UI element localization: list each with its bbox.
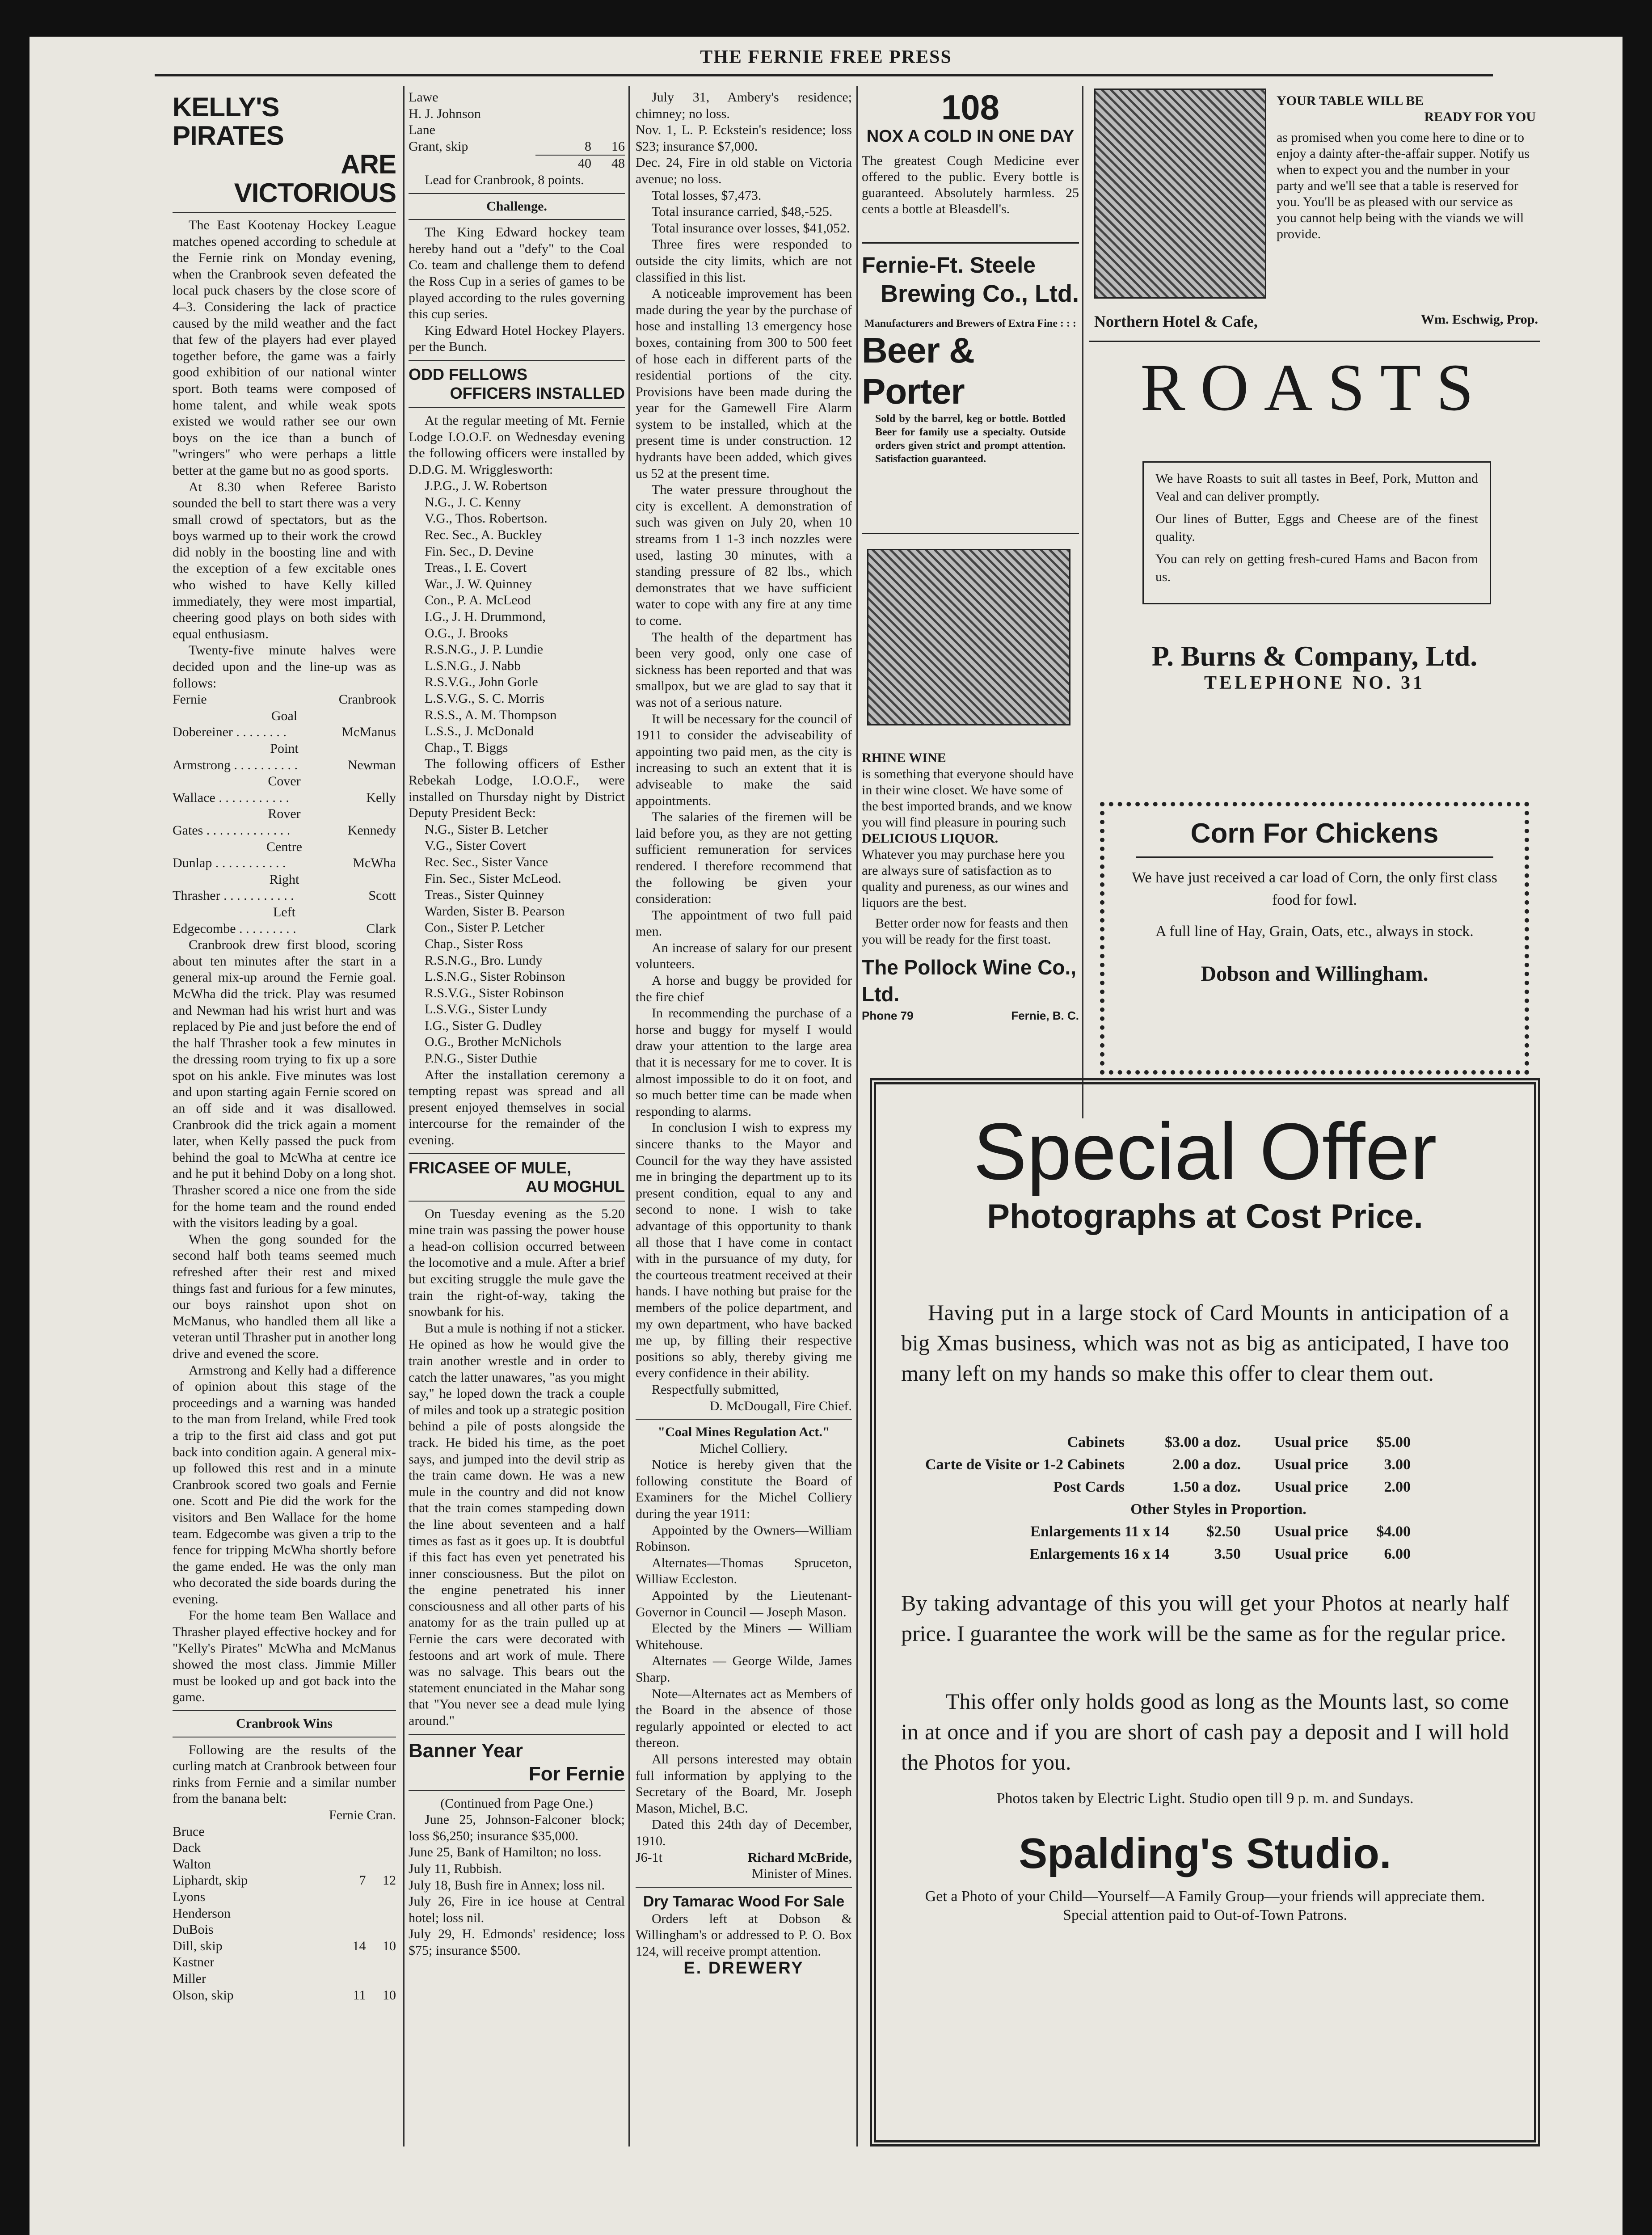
- column-3: [636, 89, 852, 2159]
- rule: [409, 193, 625, 194]
- lineup-pos: Left: [273, 904, 295, 919]
- wine-title: RHINE WINE: [862, 751, 946, 765]
- rule: [173, 212, 396, 213]
- brewing-name-1: Fernie-Ft. Steele: [862, 253, 1036, 278]
- ad-northern-hotel: [1089, 89, 1538, 375]
- rink-names: Lyons Henderson DuBois: [173, 1889, 231, 1937]
- totals: 40 48: [535, 155, 625, 172]
- paragraph: For the home team Ben Wallace and Thrasher played effective hockey and for "Kelly's Pirates" McWha and McManus showed the most class. Jimmie Miller must be looked up and got back into the game.: [173, 1608, 396, 1705]
- paragraph: When the gong sounded for the second half both teams seemed much refreshed after their rest and mixed things fast and furious for a few minutes, our boys rainshot upon shot on McManus, who handled them all like a veteran until Thrasher put in another long drive and evened the score.: [173, 1231, 396, 1361]
- paragraph: In recommending the purchase of a horse and buggy for myself I would draw your attention to the large area that it is necessary for me to cover. It is almost impossible to do it on foot, and so much better time can be made when responding to alarms.: [636, 1006, 852, 1119]
- ad-rhine-wine: [862, 540, 1079, 1121]
- divider: [862, 533, 1079, 534]
- headline-officers-installed: OFFICERS INSTALLED: [450, 384, 625, 402]
- paragraph: The East Kootenay Hockey League matches opened according to schedule at the Fernie rink on Monday evening, when the Cranbrook seven defeated the local puck chasers by the close score of 4–3. Considering the lack of practice caused by the mild weather and the fact that few of the players had ever played together before, the game was a fairly good exhibition of our national winter sport. Both teams were composed of home talent, and while weak spots existed we would rather see our own boys on the ice than a bunch of "wringers" who were perhaps a little better at the game but no as good sports.: [173, 218, 396, 478]
- ad-corn: [1100, 802, 1529, 1075]
- offer-subtitle: Photographs at Cost Price.: [987, 1198, 1423, 1236]
- ad-special-offer: [892, 1109, 1518, 2129]
- offer-title: Special Offer: [973, 1109, 1437, 1197]
- corn-body-2: A full line of Hay, Grain, Oats, etc., always in stock.: [1155, 923, 1474, 940]
- wine-company: The Pollock Wine Co., Ltd.: [862, 956, 1077, 1006]
- paragraph: A horse and buggy be provided for the fire chief: [636, 973, 852, 1004]
- paragraph: Total insurance carried, $48,-525.: [652, 204, 833, 219]
- paragraph: Notice is hereby given that the following constitute the Board of Examiners for the Michel Colliery during the year 1911:: [636, 1457, 852, 1522]
- lineup-row: Edgecombe . . . . . . . . . Clark: [173, 921, 396, 936]
- continued-note: (Continued from Page One.): [440, 1796, 593, 1811]
- column-rule: [1082, 86, 1083, 1118]
- corn-body-1: We have just received a car load of Corn, the only first class food for fowl.: [1132, 869, 1497, 908]
- offer-body-3: This offer only holds good as long as the Mounts last, so come in at once and if you are short of cash pay a deposit and I will hold the Photos for you.: [901, 1689, 1509, 1775]
- notice-subtitle: Michel Colliery.: [700, 1441, 788, 1456]
- brewing-beer-porter: Beer & Porter: [862, 330, 974, 411]
- paragraph: Appointed by the Owners—William Robinson.: [636, 1522, 852, 1554]
- brewing-name-2: Brewing Co., Ltd.: [881, 280, 1079, 307]
- paragraph: Lead for Cranbrook, 8 points.: [425, 172, 584, 187]
- price-row: Enlargements 16 x 14 3.50 Usual price 6.00: [1029, 1546, 1411, 1562]
- paragraph: June 25, Johnson-Falconer block; loss $6,250; insurance $35,000. June 25, Bank of Hamilton; no loss. July 11, Rubbish. July 18, Bush fire in Annex; loss nil. July 26, Fire in ice house at Central hotel; loss nil. July 29, H. Edmonds' residence; loss $75; insurance $500.: [409, 1812, 625, 1958]
- paragraph: The health of the department has been very good, only one case of sickness has been reported and that was smallpox, but we are glad to say that it was not of a serious nature.: [636, 629, 852, 710]
- lineup-table: [173, 708, 396, 937]
- officer-list: J.P.G., J. W. Robertson N.G., J. C. Kenny V.G., Thos. Robertson. Rec. Sec., A. Buckley Fin. Sec., D. Devine Treas., I. E. Covert War., J. W. Quinney Con., P. A. McLeod I.G., J. H. Drummond, O.G., J. Brooks R.S.N.G., J. P. Lundie L.S.N.G., J. Nabb R.S.V.G., John Gorle L.S.V.G., S. C. Morris R.S.S., A. M. Thompson L.S.S., J. McDonald Chap., T. Biggs: [425, 478, 557, 755]
- rink-name: H. J. Johnson: [409, 106, 481, 121]
- column-2: [409, 89, 625, 2159]
- roasts-body-1: We have Roasts to suit all tastes in Beef, Pork, Mutton and Veal and can deliver promptly.: [1155, 471, 1478, 504]
- hotel-headline-2: READY FOR YOU: [1424, 110, 1536, 124]
- column-1: [173, 90, 396, 2160]
- rule: [173, 1710, 396, 1711]
- headline-banner-year: Banner Year: [409, 1739, 523, 1762]
- paragraph: Elected by the Miners — William Whitehouse.: [636, 1621, 852, 1652]
- wine-body-3: Better order now for feasts and then you will be ready for the first toast.: [862, 916, 1068, 947]
- ad-number: 108: [941, 89, 1000, 127]
- paragraph: But a mule is nothing if not a sticker. He opined as how he would give the train another wrestle and in order to catch the latter unawares, "as you might say," he loped down the track a couple of miles and took up a strategic position behind a pile of posts alongside the track. He bided his time, as the poet says, and jumped into the devil strip as the train came down. He was a new mule in the country and did not know that the train comes stampeding down the line about seventeen and a half times as fast as it goes up. It is doubtful if this fact has even yet penetrated his inner consciousness. But the pilot on the engine penetrated his inner consciousness and all other parts of his anatomy for as the train pulled up at Fernie the cars were decorated with festoons and art work of mule. There was no salvage. This bears out the statement enunciated in the Mahar song that "You never see a dead mule lying around.": [409, 1320, 625, 1729]
- notice-signature: J6-1t Richard McBride,: [636, 1850, 852, 1865]
- wine-bold: DELICIOUS LIQUOR.: [862, 831, 999, 846]
- rule: [409, 219, 625, 220]
- paragraph: Cranbrook drew first blood, scoring about ten minutes after the start in a general mix-up around the Fernie goal. McWha did the trick. Play was resumed and Newman had his wrist hurt and was replaced by Pie and just before the end of the half Thrasher took a few minutes in the dressing room trying to fix up a sore spot on his ankle. Five minutes was lost and upon starting again Fernie scored on an off side and it was disallowed. Cranbrook did the trick again a moment later, when Kelly passed the puck from behind the goal to McWha at centre ice and he put it behind Doby on a long shot. Thrasher scored a nice one from the side for the home team and the round ended with the visitors leading by a goal.: [173, 937, 396, 1231]
- lineup-pos: Cover: [268, 774, 301, 789]
- burns-telephone: TELEPHONE NO. 31: [1204, 673, 1425, 693]
- notice-signature-title: Minister of Mines.: [751, 1866, 852, 1881]
- corn-company: Dobson and Willingham.: [1201, 962, 1429, 986]
- masthead-rule: [155, 74, 1493, 76]
- column-rule: [403, 86, 405, 2146]
- headline-fricasee: FRICASEE OF MULE,: [409, 1158, 572, 1177]
- rule: [409, 1153, 625, 1154]
- paragraph: Dated this 24th day of December, 1910.: [636, 1817, 852, 1848]
- paragraph: After the installation ceremony a tempting repast was spread and all present enjoyed themselves in social intercourse for the remainder of the evening.: [409, 1067, 625, 1148]
- dinner-table-illustration: [1094, 89, 1266, 299]
- rule: [636, 1887, 852, 1888]
- hotel-headline-1: YOUR TABLE WILL BE: [1277, 93, 1424, 108]
- roasts-body-2: Our lines of Butter, Eggs and Cheese are of the finest quality.: [1155, 511, 1478, 544]
- rule: [409, 360, 625, 361]
- headline-for-fernie: For Fernie: [528, 1763, 625, 1785]
- ad-p-burns: [1089, 350, 1540, 805]
- rule: [409, 407, 625, 408]
- ad-body: The greatest Cough Medicine ever offered to the public. Every bottle is guaranteed. Absolutely harmless. 25 cents a bottle at Bleasdell's.: [862, 153, 1079, 216]
- newspaper-page: [30, 37, 1622, 2235]
- rink-score: Dill, skip 14 10: [173, 1938, 396, 1953]
- ad-brewing: [862, 251, 1079, 564]
- lineup-row: Dobereiner . . . . . . . . McManus: [173, 725, 396, 740]
- offer-body-1: Having put in a large stock of Card Mounts in anticipation of a big Xmas business, which was not as big as anticipated, I have too many left on my hands so make this offer to clear them out.: [901, 1300, 1509, 1386]
- price-row: Cabinets $3.00 a doz. Usual price $5.00: [1067, 1434, 1411, 1451]
- rule: [409, 1790, 625, 1791]
- column-rule: [628, 86, 630, 2146]
- paragraph: Respectfully submitted,: [652, 1382, 779, 1397]
- paragraph: Alternates—Thomas Spruceton, Williaw Eccleston.: [636, 1555, 852, 1587]
- ad-tamarac-signature: E. DREWERY: [683, 1958, 804, 1978]
- ad-tamarac-head: Dry Tamarac Wood For Sale: [643, 1893, 845, 1910]
- paragraph: The following officers of Esther Rebekah Lodge, I.O.O.F., were installed on Thursday night by District Deputy President Beck:: [409, 756, 625, 821]
- subhead-cranbrook-wins: Cranbrook Wins: [236, 1716, 333, 1731]
- lineup-row: Wallace . . . . . . . . . . . Kelly: [173, 790, 396, 805]
- paragraph: On Tuesday evening as the 5.20 mine train was passing the power house a head-on collision occurred between the locomotive and a mule. After a brief but exciting struggle the mule gave the train the right-of-way, taking the snowbank for his.: [409, 1206, 625, 1320]
- paragraph: Total losses, $7,473.: [652, 188, 762, 203]
- paragraph: Total insurance over losses, $41,052.: [652, 220, 850, 236]
- divider: [1089, 341, 1540, 342]
- paragraph: All persons interested may obtain full information by applying to the Secretary of the Board, Mr. Joseph Mason, Michel, B.C.: [636, 1751, 852, 1816]
- paragraph: It will be necessary for the council of 1911 to consider the adviseability of appointing two paid men, as the city is increasing to such an extent that it is adviseable to make the said appointments.: [636, 711, 852, 808]
- brewing-subtitle: Manufacturers and Brewers of Extra Fine : : :: [864, 318, 1076, 329]
- lineup-pos: Rover: [268, 806, 301, 822]
- paragraph: Twenty-five minute halves were decided upon and the line-up was as follows:: [173, 643, 396, 691]
- lineup-row: Armstrong . . . . . . . . . . Newman: [173, 757, 396, 772]
- headline-odd-fellows: ODD FELLOWS: [409, 365, 527, 384]
- signature: King Edward Hotel Hockey Players. per the Bunch.: [409, 323, 625, 354]
- paragraph: Orders left at Dobson & Willingham's or addressed to P. O. Box 124, will receive prompt attention.: [636, 1911, 852, 1959]
- lineup-pos: Right: [269, 872, 299, 887]
- wine-body-2: Whatever you may purchase here you are always sure of satisfaction as to quality and pureness, as our wines and liquors are the best.: [862, 847, 1069, 910]
- rule: [409, 1201, 625, 1202]
- price-row: Carte de Visite or 1-2 Cabinets 2.00 a doz. Usual price 3.00: [925, 1456, 1411, 1473]
- paragraph: Three fires were responded to outside the city limits, which are not classified in this list.: [636, 237, 852, 285]
- rink-names: Kastner Miller: [173, 1955, 215, 1986]
- offer-price-table: [892, 1431, 1518, 1565]
- rink-score: Olson, skip 11 10: [173, 1987, 396, 2003]
- subhead-challenge: Challenge.: [486, 198, 547, 214]
- hotel-body: as promised when you come here to dine or to enjoy a dainty after-the-affair supper. Notify us when to expect you and the number in your party and we'll see that a table is reserved for you. You'll be as pleased with our service as you cannot help being with the viands we will provide.: [1277, 130, 1530, 241]
- studio-name: Spalding's Studio.: [1019, 1830, 1391, 1877]
- rule: [636, 1419, 852, 1420]
- curling-header: Fernie Cran.: [329, 1808, 396, 1822]
- rink-score: Grant, skip 8 16: [409, 139, 625, 154]
- offer-footer: Get a Photo of your Child—Yourself—A Family Group—your friends will appreciate them. Special attention paid to Out-of-Town Patrons.: [925, 1888, 1485, 1923]
- paragraph: At 8.30 when Referee Baristo sounded the bell to start there was a very small crowd of spectators, but as the boys warmed up to their work the crowd did nobly in the boosting line and with the exception of a few excitable ones who wished to have Kelly killed immediately, they were most impartial, cheering good plays on both sides with equal enthusiasm.: [173, 479, 396, 641]
- paragraph: Alternates — George Wilde, James Sharp.: [636, 1653, 852, 1685]
- hotel-footer: Northern Hotel & Cafe, Wm. Eschwig, Prop.: [1094, 312, 1538, 330]
- price-row: Enlargements 11 x 14 $2.50 Usual price $4.00: [1030, 1523, 1411, 1540]
- price-row: Post Cards 1.50 a doz. Usual price 2.00: [1053, 1479, 1411, 1495]
- brewing-body: Sold by the barrel, keg or bottle. Bottled Beer for family use a specialty. Outside orders given strict and prompt attention. Satisfaction guaranteed.: [875, 413, 1066, 465]
- corn-title: Corn For Chickens: [1190, 818, 1439, 849]
- paragraph: The appointment of two full paid men.: [636, 907, 852, 939]
- wine-contact: Phone 79 Fernie, B. C.: [862, 1009, 1079, 1022]
- paragraph: In conclusion I wish to express my sincere thanks to the Mayor and Council for the way they have assisted me in bringing the department up to its present condition, equal to any and second to none. I wish to take advantage of this opportunity to thank all those that I have come in contact with in the pursuance of my duty, for the courteous treatment received at their hands. I have nothing but praise for the members of the police department, and my own department, who have backed me up, by filling their respective positions so ably, thereby giving me every confidence in their ability.: [636, 1120, 852, 1381]
- paragraph: Note—Alternates act as Members of the Board in the absence of those regularly appointed or elected to act thereon.: [636, 1686, 852, 1750]
- notice-title: "Coal Mines Regulation Act.": [657, 1425, 830, 1440]
- lineup-row: Dunlap . . . . . . . . . . . McWha: [173, 856, 396, 871]
- column-rule: [856, 86, 858, 2146]
- divider: [862, 242, 1079, 244]
- ad-nox-cold: [862, 89, 1079, 276]
- rink-score: Liphardt, skip 7 12: [173, 1873, 396, 1888]
- paragraph: At the regular meeting of Mt. Fernie Lodge I.O.O.F. on Wednesday evening the following officers were installed by D.D.G. M. Wrigglesworth:: [409, 413, 625, 477]
- paragraph: Appointed by the Lieutenant-Governor in Council — Joseph Mason.: [636, 1588, 852, 1619]
- lineup-pos: Centre: [266, 839, 302, 854]
- paragraph: The salaries of the firemen will be laid before you, as they are not getting sufficient remuneration for services rendered. I therefore recommend that the following be given your consideration:: [636, 810, 852, 907]
- offer-note: Photos taken by Electric Light. Studio open till 9 p. m. and Sundays.: [996, 1790, 1414, 1807]
- paragraph: Armstrong and Kelly had a difference of opinion about this stage of the proceedings and a warning was handed to the man from Ireland, while Fred took a trip to the first aid class and got put back into condition again. A general mix-up followed this rest and in a minute Cranbrook scored two goals and Fernie one. Scott and Pie did the work for the visitors and Ben Wallace for the home team. Edgecombe was given a trip to the fence for tripping McWha shortly before the game ended. He was the only man who decorated the side boards during the evening.: [173, 1362, 396, 1607]
- burns-company: P. Burns & Company, Ltd.: [1151, 640, 1478, 672]
- paragraph: Following are the results of the curling match at Cranbrook between four rinks from Fernie and a similar number from the banana belt:: [173, 1742, 396, 1806]
- roasts-body-3: You can rely on getting fresh-cured Hams and Bacon from us.: [1155, 552, 1478, 584]
- paragraph: An increase of salary for our present volunteers.: [636, 940, 852, 972]
- paragraph: The water pressure throughout the city is excellent. A demonstration of such was given on July 20, when 10 streams from 1 1-3 inch nozzles were used, lasting 30 minutes, with a standing pressure of 82 lbs., which demonstrates that we have sufficient water to cope with any fire at any time to come.: [636, 482, 852, 628]
- paragraph: July 31, Ambery's residence; chimney; no loss. Nov. 1, L. P. Eckstein's residence; loss $23; insurance $7,000. Dec. 24, Fire in old stable on Victoria avenue; no loss.: [636, 90, 852, 186]
- paragraph: The King Edward hockey team hereby hand out a "defy" to the Coal Co. team and challenge them to defend the Ross Cup in a series of games to be played according to the rules governing this cup series.: [409, 225, 625, 322]
- lineup-pos: Goal: [271, 708, 298, 723]
- lineup-row: Gates . . . . . . . . . . . . . Kennedy: [173, 822, 396, 838]
- signature: D. McDougall, Fire Chief.: [709, 1398, 852, 1413]
- roasts-title: ROASTS: [1140, 350, 1489, 425]
- masthead: THE FERNIE FREE PRESS: [700, 47, 952, 67]
- lineup-row: Thrasher . . . . . . . . . . . Scott: [173, 888, 396, 903]
- lineup-pos: Point: [270, 741, 299, 756]
- rule: [409, 1734, 625, 1735]
- roasts-box: [1142, 461, 1491, 604]
- headline-au-moghul: AU MOGHUL: [526, 1177, 625, 1196]
- rink-name: Lane: [409, 122, 435, 138]
- paragraph: A noticeable improvement has been made during the year by the purchase of hose and installing 13 emergency hose boxes, containing from 300 to 500 feet of hose each in different parts of the residential portions of the city. Provisions have been made during the year for the Gamewell Fire Alarm system to be installed, which at the present time is under construction. 12 hydrants have been added, which gives us 52 at the present time.: [636, 286, 852, 481]
- wine-cellar-illustration: [867, 549, 1070, 725]
- lineup-header: Fernie Cranbrook: [173, 692, 396, 707]
- officer-list: N.G., Sister B. Letcher V.G., Sister Covert Rec. Sec., Sister Vance Fin. Sec., Sister McLeod. Treas., Sister Quinney Warden, Sister B. Pearson Con., Sister P. Letcher Chap., Sister Ross R.S.N.G., Bro. Lundy L.S.N.G., Sister Robinson R.S.V.G., Sister Robinson L.S.V.G., Sister Lundy I.G., Sister G. Dudley O.G., Brother McNichols P.N.G., Sister Duthie: [425, 822, 565, 1066]
- headline-kellys-pirates: KELLY'S PIRATES ARE VICTORIOUS: [173, 92, 396, 208]
- rink-names: Bruce Dack Walton: [173, 1824, 211, 1872]
- price-other: Other Styles in Proportion.: [1130, 1501, 1306, 1518]
- rink-name: Lawe: [409, 90, 438, 105]
- wine-body: is something that everyone should have in their wine closet. We have some of the best imported brands, and we know you will find pleasure in pouring such: [862, 767, 1074, 830]
- offer-body-2: By taking advantage of this you will get your Photos at nearly half price. I guarantee the work will be the same as for the regular price.: [901, 1590, 1509, 1646]
- ad-headline: NOX A COLD IN ONE DAY: [866, 127, 1075, 146]
